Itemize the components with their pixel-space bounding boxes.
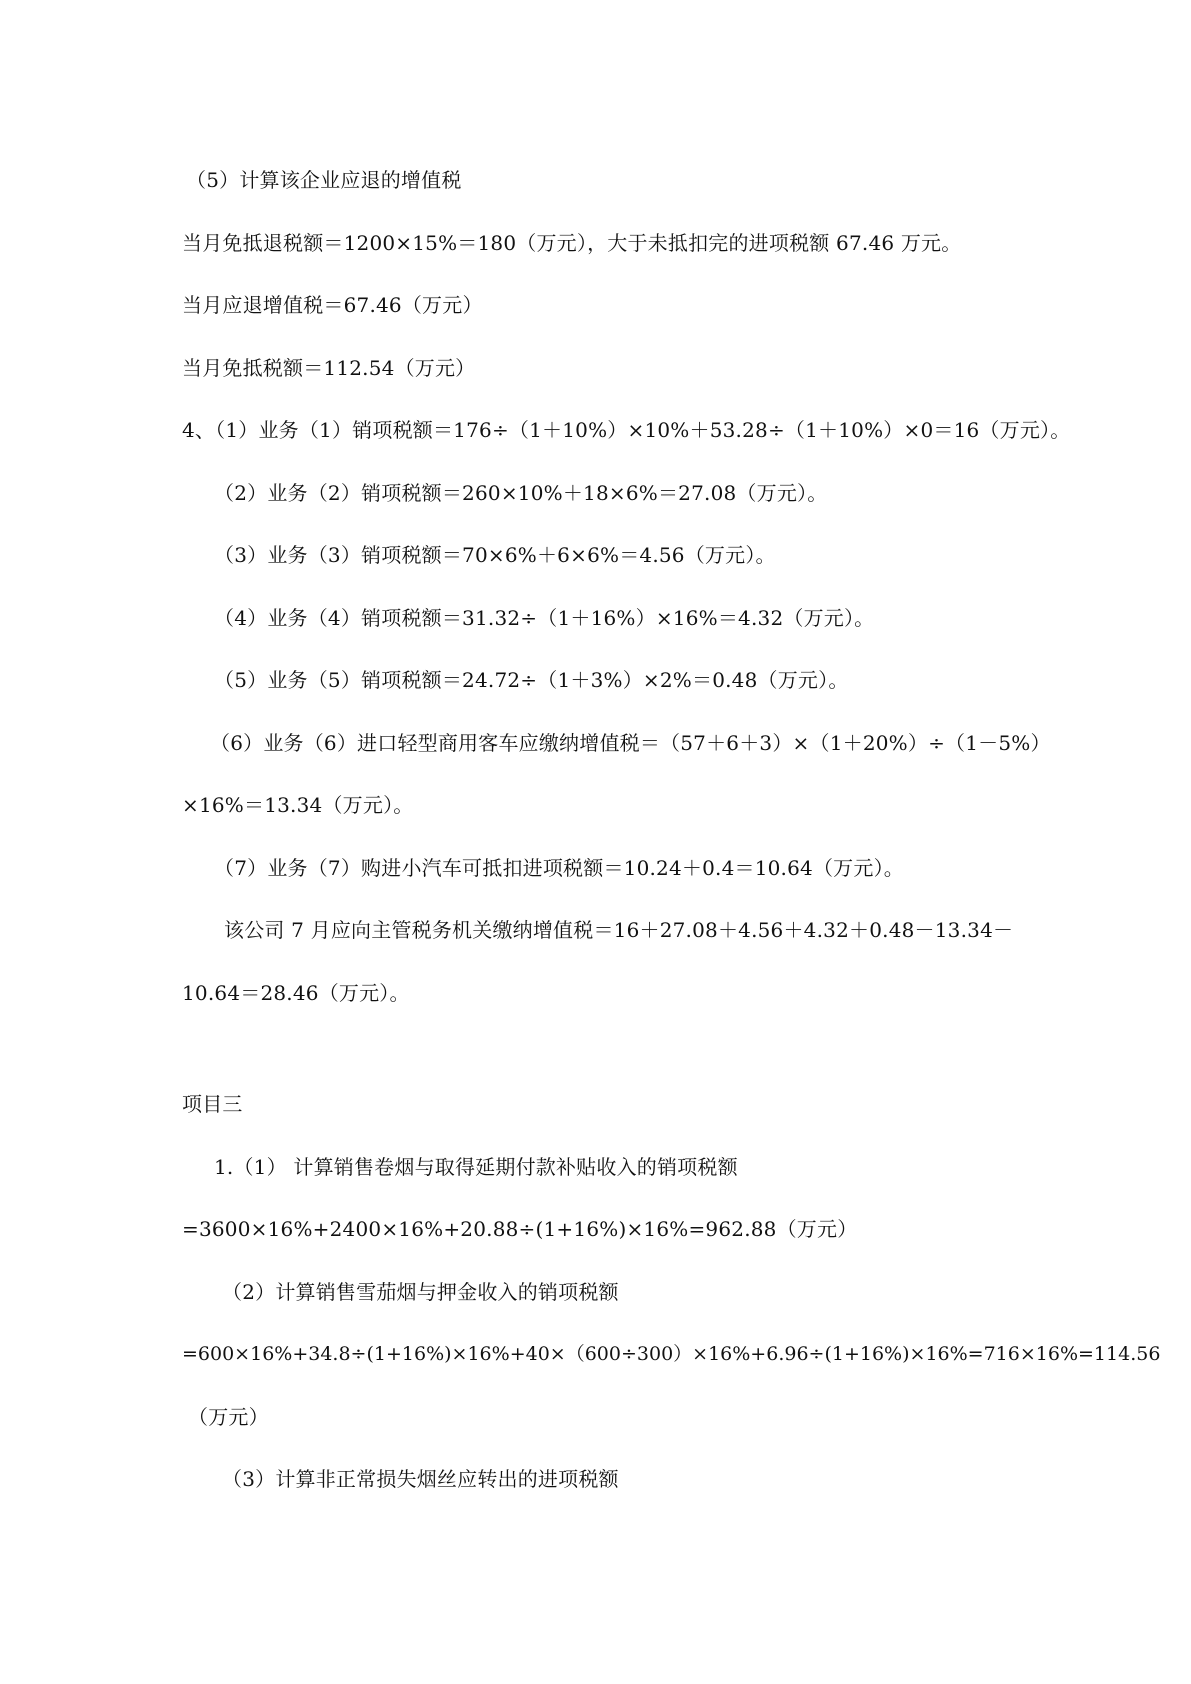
text-line-8: （4）业务（4）销项税额＝31.32÷（1＋16%）×16%＝4.32（万元）。 [214,606,875,630]
text-line-9: （5）业务（5）销项税额＝24.72÷（1＋3%）×2%＝0.48（万元）。 [214,668,849,692]
text-line-17: =3600×16%+2400×16%+20.88÷(1+16%)×16%=962.88（万元） [182,1217,858,1241]
text-line-16: 1.（1） 计算销售卷烟与取得延期付款补贴收入的销项税额 [214,1155,738,1179]
text-line-5: 4、（1）业务（1）销项税额＝176÷（1＋10%）×10%＋53.28÷（1＋10%）×0＝16（万元）。 [182,418,1071,442]
text-line-20: （万元） [188,1405,269,1429]
text-line-18: （2）计算销售雪茄烟与押金收入的销项税额 [222,1280,619,1304]
text-line-7: （3）业务（3）销项税额＝70×6%＋6×6%＝4.56（万元）。 [214,543,776,567]
text-line-6: （2）业务（2）销项税额＝260×10%＋18×6%＝27.08（万元）。 [214,481,828,505]
text-line-1: （5）计算该企业应退的增值税 [186,168,462,192]
text-line-19: =600×16%+34.8÷(1+16%)×16%+40×（600÷300）×16%+6.96÷(1+16%)×16%=716×16%=114.56 [182,1343,1161,1365]
text-line-2: 当月免抵退税额＝1200×15%＝180（万元），大于未抵扣完的进项税额 67.46 万元。 [182,231,962,255]
text-line-4: 当月免抵税额＝112.54（万元） [182,356,476,380]
text-line-14: 10.64＝28.46（万元）。 [182,981,410,1005]
text-line-11: ×16%＝13.34（万元）。 [182,793,414,817]
text-line-3: 当月应退增值税＝67.46（万元） [182,293,483,317]
text-line-13: 该公司 7 月应向主管税务机关缴纳增值税＝16＋27.08＋4.56＋4.32＋0.48－13.34－ [224,918,1014,942]
text-line-21: （3）计算非正常损失烟丝应转出的进项税额 [222,1467,619,1491]
text-line-12: （7）业务（7）购进小汽车可抵扣进项税额＝10.24＋0.4＝10.64（万元）。 [214,856,904,880]
text-line-10: （6）业务（6）进口轻型商用客车应缴纳增值税＝（57＋6＋3）×（1＋20%）÷（1－5%） [210,731,1051,755]
section-heading: 项目三 [182,1092,243,1116]
